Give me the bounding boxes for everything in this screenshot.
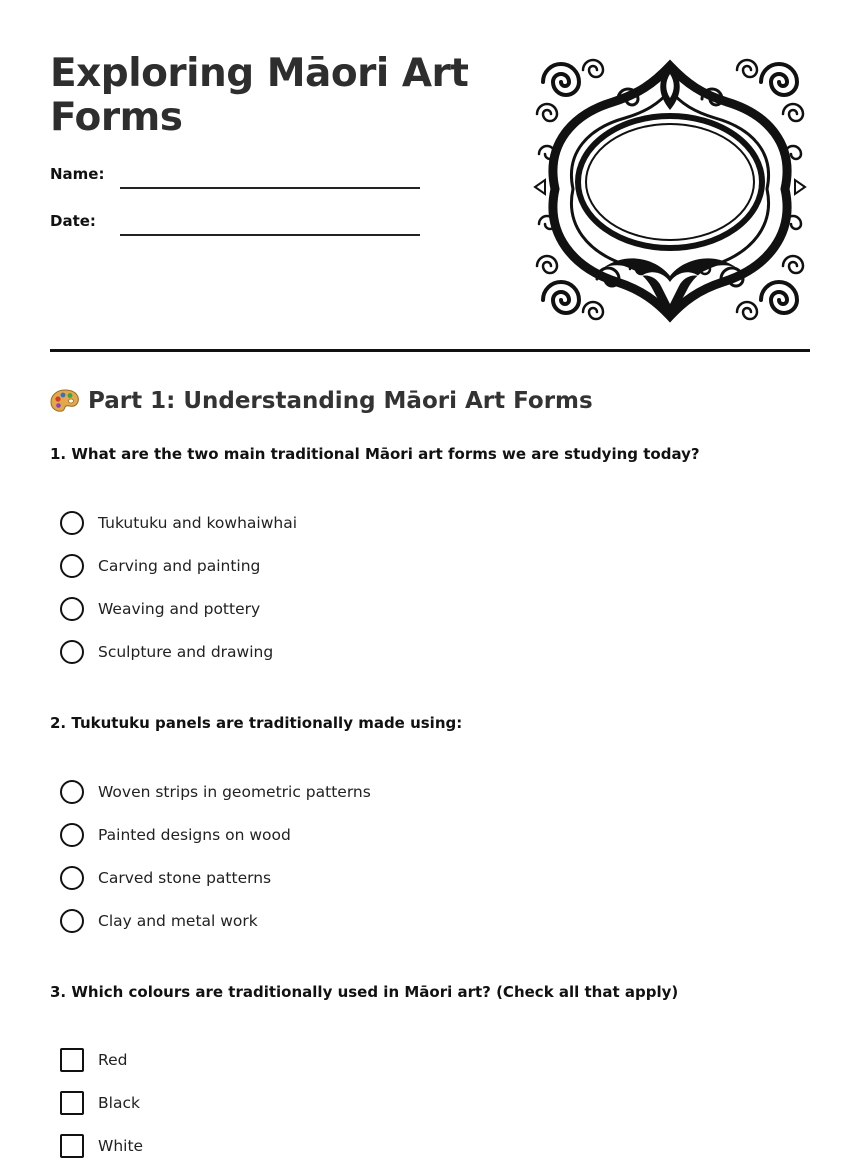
radio-button[interactable] xyxy=(60,597,84,621)
q1-option-4[interactable] xyxy=(60,640,273,664)
radio-button[interactable] xyxy=(60,909,84,933)
option-label: Carving and painting xyxy=(98,557,261,575)
q1-option-2[interactable] xyxy=(60,554,260,578)
artist-palette-icon xyxy=(50,388,80,414)
q3-option-1[interactable] xyxy=(60,1048,127,1072)
worksheet-title: Exploring Māori Art Forms xyxy=(50,51,469,140)
q2-option-1[interactable] xyxy=(60,780,371,804)
name-field[interactable] xyxy=(120,187,420,189)
option-label: Woven strips in geometric patterns xyxy=(98,783,371,801)
option-label: Sculpture and drawing xyxy=(98,643,274,661)
header-divider xyxy=(50,349,810,352)
option-label: Carved stone patterns xyxy=(98,869,272,887)
q2-option-4[interactable] xyxy=(60,909,258,933)
q2-option-2[interactable] xyxy=(60,823,291,847)
question-3: 3. Which colours are traditionally used in Māori art? (Check all that apply) xyxy=(50,983,679,1001)
radio-button[interactable] xyxy=(60,866,84,890)
checkbox[interactable] xyxy=(60,1091,84,1115)
maori-koru-frame-icon xyxy=(533,54,807,326)
radio-button[interactable] xyxy=(60,511,84,535)
date-label: Date: xyxy=(50,212,96,230)
radio-button[interactable] xyxy=(60,554,84,578)
option-label: Painted designs on wood xyxy=(98,826,291,844)
radio-button[interactable] xyxy=(60,640,84,664)
option-label: Red xyxy=(98,1051,128,1069)
checkbox[interactable] xyxy=(60,1134,84,1158)
option-label: Clay and metal work xyxy=(98,912,258,930)
checkbox[interactable] xyxy=(60,1048,84,1072)
q3-option-2[interactable] xyxy=(60,1091,140,1115)
option-label: Tukutuku and kowhaiwhai xyxy=(98,514,298,532)
option-label: Weaving and pottery xyxy=(98,600,261,618)
q1-option-1[interactable] xyxy=(60,511,297,535)
part1-heading xyxy=(50,388,593,414)
part1-title: Part 1: Understanding Māori Art Forms xyxy=(88,388,593,414)
name-label: Name: xyxy=(50,165,105,183)
date-field[interactable] xyxy=(120,234,420,236)
question-2: 2. Tukutuku panels are traditionally made using: xyxy=(50,714,463,732)
radio-button[interactable] xyxy=(60,780,84,804)
option-label: Black xyxy=(98,1094,140,1112)
q3-option-3[interactable] xyxy=(60,1134,143,1158)
question-1: 1. What are the two main traditional Māori art forms we are studying today? xyxy=(50,445,700,463)
option-label: White xyxy=(98,1137,144,1155)
q1-option-3[interactable] xyxy=(60,597,260,621)
radio-button[interactable] xyxy=(60,823,84,847)
q2-option-3[interactable] xyxy=(60,866,271,890)
